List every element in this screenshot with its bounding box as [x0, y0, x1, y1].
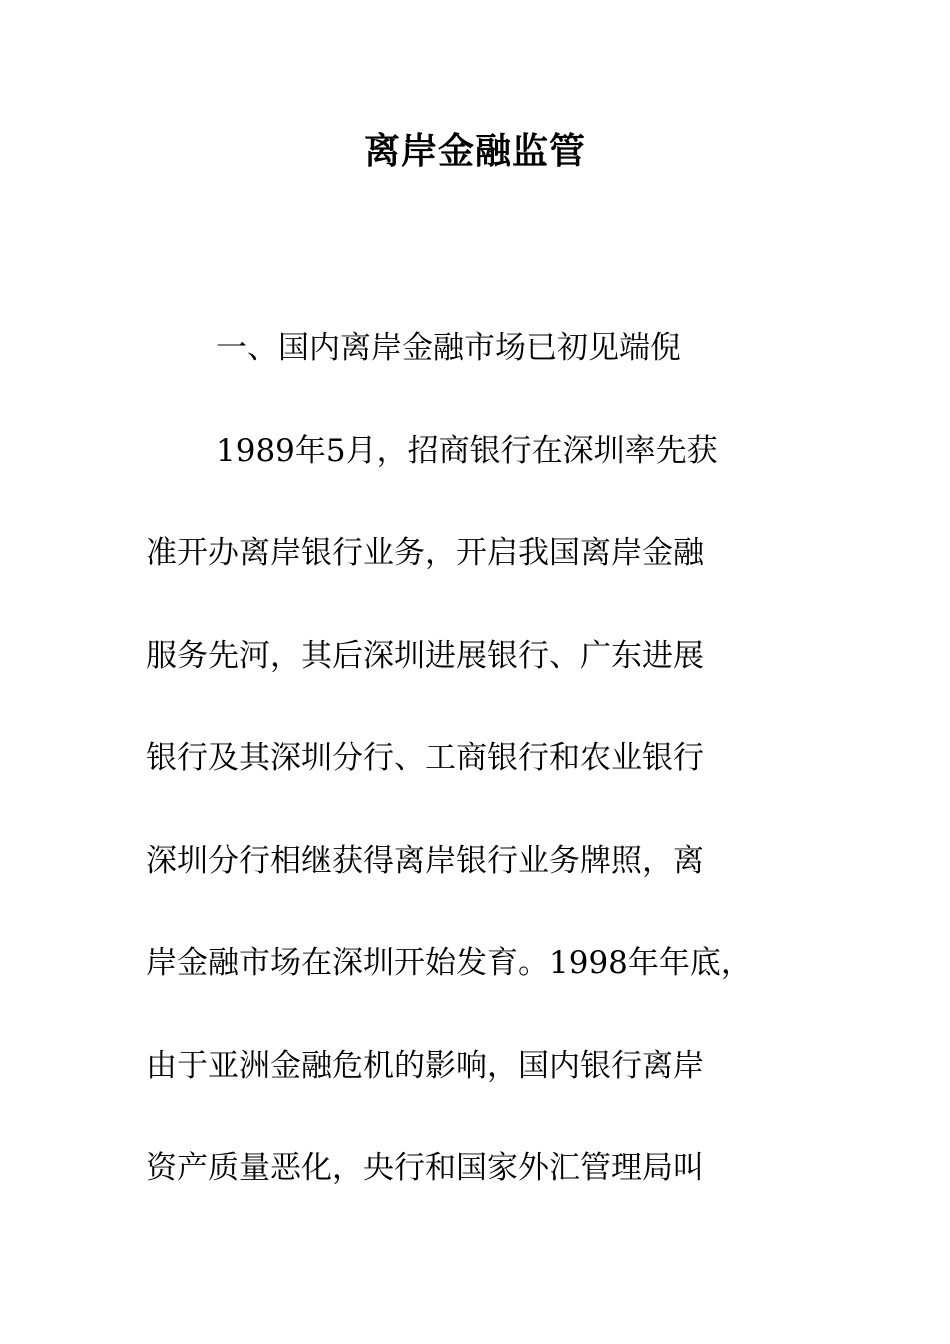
section-heading: 一、国内离岸金融市场已初见端倪 — [216, 330, 681, 366]
document-title: 离岸金融监管 — [363, 131, 586, 172]
paragraph-line: 银行及其深圳分行、工商银行和农业银行 — [146, 740, 704, 776]
paragraph-line: 岸金融市场在深圳开始发育。1998年年底， — [146, 945, 752, 981]
paragraph-line: 深圳分行相继获得离岸银行业务牌照，离 — [146, 842, 704, 879]
paragraph-line: 由于亚洲金融危机的影响，国内银行离岸 — [146, 1047, 704, 1084]
paragraph-line: 准开办离岸银行业务，开启我国离岸金融 — [146, 535, 704, 571]
paragraph-line: 1989年5月，招商银行在深圳率先获 — [216, 432, 718, 469]
document-body — [146, 297, 806, 1220]
paragraph-line: 服务先河，其后深圳进展银行、广东进展 — [146, 637, 704, 674]
paragraph-line: 资产质量恶化，央行和国家外汇管理局叫 — [146, 1150, 704, 1186]
